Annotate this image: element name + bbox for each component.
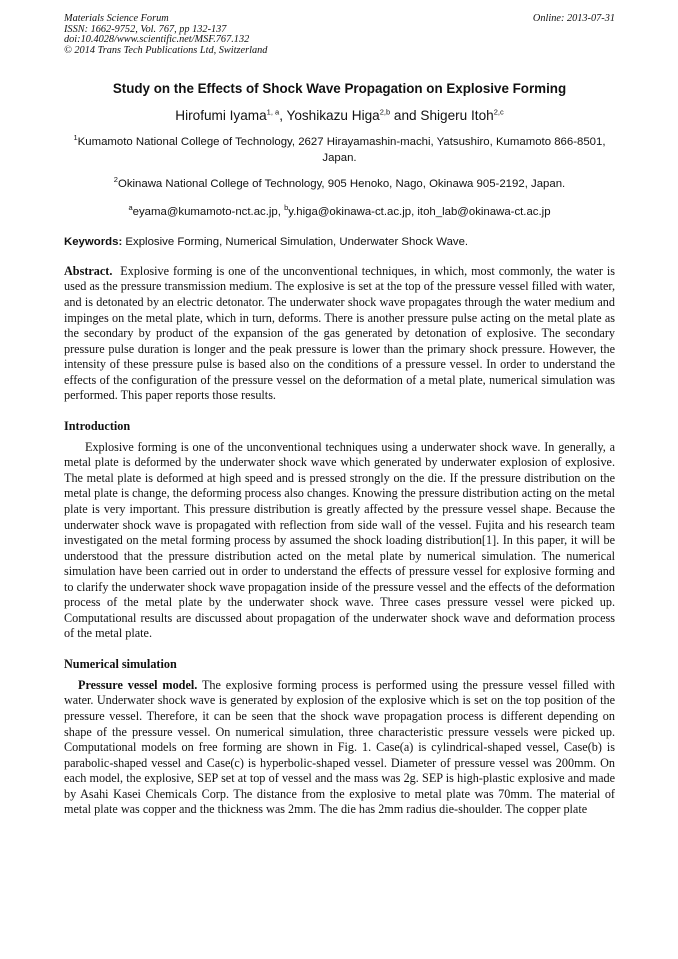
affil-number: 1	[73, 133, 78, 143]
author-list	[64, 108, 615, 123]
subsection-label: Pressure vessel model.	[78, 677, 198, 692]
author-affil-mark: 1, a	[266, 107, 280, 117]
intro-paragraph: Explosive forming is one of the unconventional techniques using a underwater shock wave. In generally, a metal plate is deformed by the underwater shock wave which generated by underwater explosion of explosive. The metal plate is deformed at high speed and is pressed strongly on the die. If the pressure distribution on the metal plate is change, the deforming process also changes. Knowing the pressure distribution acting on the metal plate is very important. This pressure distribution is greatly affected by the pressure vessel shape. Because the underwater shock wave is propagated with reflection from side wall of the vessel. Fujita and his research team investigated on the metal forming process by assumed the shock loading distribution[1]. In this paper, it will be understood that the pressure distribution acted on the metal plate by numerical simulation. The numerical simulation have been carried out in order to understand the effects of pressure vessel for explosive forming and to clarify the underwater shock wave propagation inside of the pressure vessel and the effects of the deformation process of the metal plate by the underwater shock wave. Three cases pressure vessel were picked up. Computational results are discussed about propagation of the underwater shock wave and deformation process of the metal plate.	[64, 439, 615, 641]
affil-text: Kumamoto National College of Technology, 2627 Hirayamashin-machi, Yatsushiro, Kumamoto 866-8501, Japan.	[77, 136, 606, 164]
journal-name: Materials Science Forum	[64, 13, 169, 24]
author-affil-mark: 2,b	[379, 107, 391, 117]
section-heading-numerical-simulation: Numerical simulation	[64, 656, 177, 671]
keywords-text: Explosive Forming, Numerical Simulation, Underwater Shock Wave.	[125, 235, 469, 248]
affiliation-2	[64, 177, 615, 193]
email-mark: a	[128, 203, 133, 213]
author-separator: and	[390, 108, 421, 124]
author-separator: ,	[279, 108, 287, 124]
author-name: Yoshikazu Higa	[286, 108, 380, 124]
pressure-vessel-paragraph	[64, 678, 615, 818]
email-mark: b	[284, 203, 289, 213]
email-link[interactable]: eyama@kumamoto-nct.ac.jp,	[132, 205, 285, 218]
journal-header	[64, 14, 615, 56]
keywords-line	[64, 236, 615, 248]
affiliation-1	[64, 135, 615, 166]
email-list	[64, 203, 615, 218]
affil-number: 2	[113, 175, 118, 185]
issn-line: ISSN: 1662-9752, Vol. 767, pp 132-137	[64, 23, 227, 35]
copyright-line: © 2014 Trans Tech Publications Ltd, Switzerland	[64, 44, 268, 56]
author-name: Hirofumi Iyama	[175, 108, 267, 124]
pressure-vessel-text: The explosive forming process is performed using the pressure vessel filled with water. Underwater shock wave is generated by explosion of the explosive which is set on the top position of the pressure vessel. Therefore, it can be seen that the shock wave propagation process is different depending on shape of the pressure vessel. On numerical simulation, three characteristic pressure vessels were picked up. Computational models on free forming are shown in Fig. 1. Case(a) is cylindrical-shaped vessel, Case(b) is parabolic-shaped vessel and Case(c) is hyperbolic-shaped vessel. Diameter of pressure vessel was 200mm. On each model, the explosive, SEP set at top of vessel and the mass was 2g. SEP is high-plastic explosive and made by Asahi Kasei Chemicals Corp. The distance from the explosive to metal plate was 70mm. The material of metal plate was copper and the thickness was 2mm. The die has 2mm radius die-shoulder. The copper plate	[64, 677, 616, 817]
doi-line[interactable]: doi:10.4028/www.scientific.net/MSF.767.132	[64, 34, 250, 46]
affil-text: Okinawa National College of Technology, 905 Henoko, Nago, Okinawa 905-2192, Japan.	[117, 178, 566, 191]
author-name: Shigeru Itoh	[420, 108, 494, 124]
keywords-label: Keywords:	[64, 235, 123, 248]
online-date: Online: 2013-07-31	[532, 13, 615, 24]
paper-title: Study on the Effects of Shock Wave Propagation on Explosive Forming	[112, 81, 567, 97]
section-heading-introduction: Introduction	[64, 418, 131, 433]
paper-page	[64, 14, 615, 818]
abstract-paragraph	[64, 264, 615, 404]
abstract-label: Abstract.	[64, 263, 113, 278]
author-affil-mark: 2,c	[493, 107, 504, 117]
abstract-text: Explosive forming is one of the unconventional techniques, in which, most commonly, the water is used as the pressure transmission medium. The explosive is set at the top of the pressure vessel filled with water, and is detonated by an electric detonator. The underwater shock wave propagates through the water medium and impinges on the metal plate, which in turn, deforms. There is another pressure pulse acting on the metal plate as the secondary by product of the expansion of the gas generated by detonation of explosive. The secondary pressure pulse duration is longer and the peak pressure is lower than the primary shock pressure. However, the intensity of these pressure pulse is based also on the conditions of a pressure vessel. In order to understand the effects of the configuration of the pressure vessel on the deformation of a metal plate, numerical simulation was performed. This paper reports those results.	[64, 263, 616, 403]
email-link[interactable]: y.higa@okinawa-ct.ac.jp, itoh_lab@okinawa-ct.ac.jp	[288, 205, 551, 218]
